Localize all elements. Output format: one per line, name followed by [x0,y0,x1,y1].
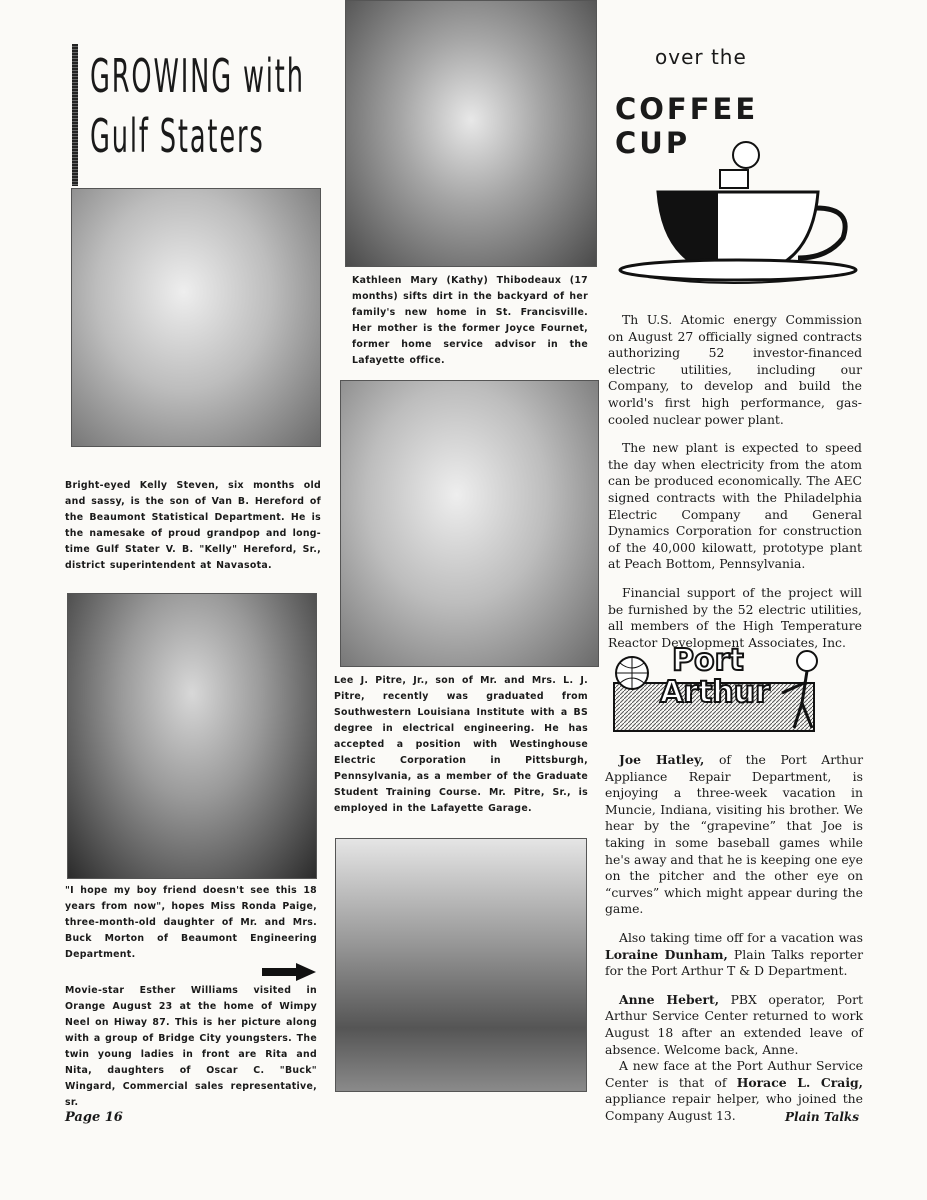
coffee-paragraph: Financial support of the project will be furnished by the 52 electric utilities, all members of the High Temperature Reactor Development Associates, Inc. [608,584,862,650]
caption-pitre: Lee J. Pitre, Jr., son of Mr. and Mrs. L. J. Pitre, recently was graduated from Southwestern Louisiana Institute with a BS degree in electrical engineering. He has accepted a position with Westinghouse Electric Corporation in Pittsburgh, Pennsylvania, as a member of the Graduate Student Training Course. Mr. Pitre, Sr., is employed in the Lafayette Garage. [334,675,588,814]
title-bar-decoration [72,44,78,186]
caption-kathy: Kathleen Mary (Kathy) Thibodeaux (17 months) sifts dirt in the backyard of her family's new home in St. Francisville. Her mother is the former Joyce Fournet, former home service advisor in the Lafayette office. [352,275,588,366]
port-arthur-paragraph [605,930,863,980]
port-arthur-paragraph [605,752,863,918]
title-line-2: Gulf Staters [90,109,265,163]
caption-kelly: Bright-eyed Kelly Steven, six months old and sassy, is the son of Van B. Hereford of the Beaumont Statistical Department. He is the namesake of proud grandpop and long-time Gulf Stater V. B. "Kelly" Hereford, Sr., district superintendent at Navasota. [65,480,321,571]
port-arthur-article [605,752,863,1136]
logo-line-1: Port [672,643,744,678]
coffee-heading-cup: CUP [615,126,691,160]
photo-baby-kelly [71,188,321,447]
coffee-cup-illustration [618,130,863,300]
person-name: Horace L. Craig, [736,1074,863,1090]
paragraph-text: A new face at the Port Authur Service Center is that of [605,1058,863,1090]
paragraph-text: PBX operator, Port Arthur Service Center returned to work August 18 after an extended leave of absence. Welcome back, Anne. [605,991,864,1057]
photo-kathy [345,0,597,267]
paragraph-text: Plain Talks reporter for the Port Arthur T & D Department. [605,946,863,979]
title-line-1: GROWING with [90,49,305,103]
photo-esther-williams-group [335,838,587,1092]
page-title [90,46,305,166]
coffee-paragraph: Th U.S. Atomic energy Commission on August 27 officially signed contracts authorizing 52 investor-financed electric utilities, including our Company, to develop and build the world's first high performance, gas-cooled nuclear power plant. [608,312,862,427]
port-arthur-logo-text [660,645,770,709]
port-arthur-logo [612,643,827,735]
coffee-article [608,312,862,663]
port-arthur-paragraph [605,992,863,1058]
person-name: Anne Hebert, [619,991,720,1007]
coffee-heading-coffee: COFFEE [615,92,759,126]
caption-ronda: "I hope my boy friend doesn't see this 18 years from now", hopes Miss Ronda Paige, three-month-old daughter of Mr. and Mrs. Buck Morton of Beaumont Engineering Department. [65,885,317,960]
person-name: Loraine Dunham, [605,946,728,962]
publication-name: Plain Talks [785,1110,860,1124]
paragraph-text: appliance repair helper, who joined the Company August 13. [605,1091,863,1123]
coffee-heading-over: over the [655,45,747,69]
page-number: Page 16 [65,1110,123,1125]
photo-lee-pitre [340,380,599,667]
paragraph-text: Also taking time off for a vacation was [619,929,863,945]
coffee-paragraph: The new plant is expected to speed the day when electricity from the atom can be produced economically. The AEC signed contracts with the Philadelphia Electric Company and General Dynamics Corporation for construction of the 40,000 kilowatt, prototype plant at Peach Bottom, Pennsylvania. [608,440,862,572]
caption-esther: Movie-star Esther Williams visited in Orange August 23 at the home of Wimpy Neel on Hiway 87. This is her picture along with a group of Bridge City youngsters. The twin young ladies in front are Rita and Nita, daughters of Oscar C. "Buck" Wingard, Commercial sales representative, sr. [65,985,317,1108]
photo-baby-ronda [67,593,317,879]
person-name: Joe Hatley, [619,752,705,767]
paragraph-text: of the Port Arthur Appliance Repair Department, is enjoying a three-week vacation in Muncie, Indiana, visiting his brother. We hear by the “grapevine” that Joe is taking in some baseball games while he's away and that he is keeping one eye on the pitcher and the other eye on “curves” which might appear during the game. [605,752,863,917]
logo-line-2: Arthur [660,675,770,710]
